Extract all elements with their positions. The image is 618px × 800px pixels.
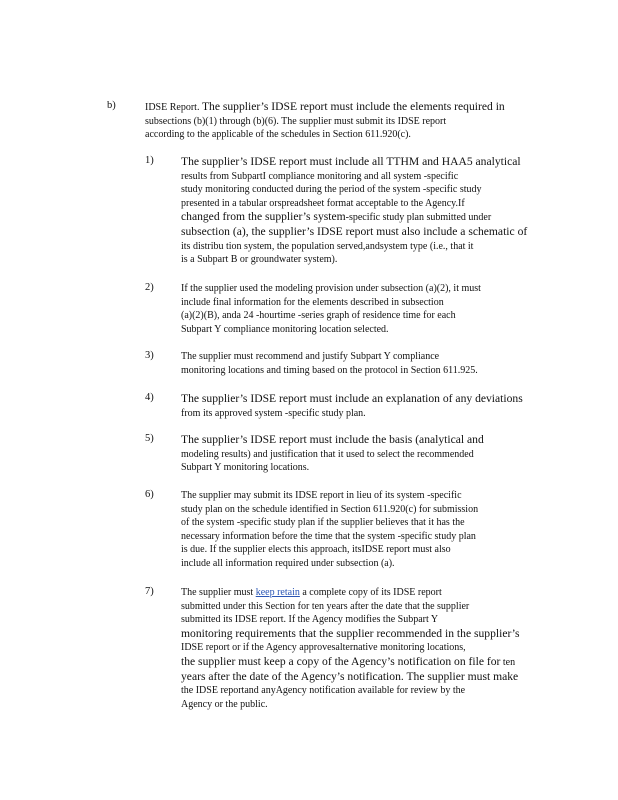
- text-segment: subsection (a), the supplier’s IDSE report must also include a schematic of: [181, 224, 528, 238]
- text-segment: ten: [500, 656, 516, 668]
- text-segment: IDSE report or if the Agency approvesalternative monitoring locations,: [181, 642, 466, 654]
- text-segment: The supplier must recommend and justify Subpart Y compliance: [181, 351, 440, 362]
- text-line: [181, 684, 520, 698]
- section-marker: b): [107, 100, 116, 111]
- item-marker: 2): [145, 282, 154, 293]
- text-line: [145, 128, 505, 142]
- text-segment: If the supplier used the modeling provision under subsection (a)(2), it must: [181, 283, 481, 294]
- text-line: [181, 282, 481, 296]
- text-segment: from its approved system -specific study plan.: [181, 407, 366, 419]
- text-line: [145, 115, 505, 129]
- text-segment: is a Subpart B or groundwater system).: [181, 254, 338, 266]
- text-line: [181, 613, 520, 627]
- text-line: [181, 448, 484, 462]
- item-6-text: [181, 489, 478, 571]
- text-line: [181, 698, 520, 712]
- text-line: [181, 183, 527, 197]
- text-segment: according to the applicable of the schedules in Section 611.920(c).: [145, 129, 411, 141]
- text-line: [181, 407, 523, 421]
- text-segment: subsections (b)(1) through (b)(6). The supplier must submit its IDSE report: [145, 115, 447, 127]
- text-line: [181, 516, 478, 530]
- item-marker: 1): [145, 155, 154, 166]
- item-marker: 5): [145, 433, 154, 444]
- text-segment: its distribu tion system, the population served,andsystem type (i.e., that it: [181, 240, 474, 252]
- text-segment: of the system -specific study plan if the supplier believes that it has the: [181, 517, 465, 529]
- text-line: [181, 197, 527, 211]
- item-marker: 4): [145, 392, 154, 403]
- item-7-text: [181, 586, 520, 711]
- text-line: [181, 530, 478, 544]
- text-line: [181, 461, 484, 475]
- text-segment: submitted under this Section for ten years after the date that the supplier: [181, 600, 470, 612]
- section-text: [145, 100, 505, 142]
- item-marker: 7): [145, 586, 154, 597]
- text-line: [181, 392, 523, 407]
- text-line: [181, 309, 481, 323]
- text-line: [181, 489, 478, 503]
- text-segment: the supplier must keep a copy of the Agency’s notification on file for: [181, 654, 501, 668]
- text-line: [181, 670, 520, 685]
- text-segment: the IDSE reportand anyAgency notification available for review by the: [181, 685, 466, 697]
- text-line: [181, 170, 527, 184]
- text-segment: -specific study plan submitted under: [345, 212, 492, 224]
- text-segment: The supplier’s IDSE report must include the elements required in: [201, 100, 505, 113]
- text-line: [181, 586, 520, 600]
- text-line: [181, 253, 527, 267]
- text-segment: include all information required under subsection (a).: [181, 557, 395, 569]
- item-marker: 6): [145, 489, 154, 500]
- text-line: [181, 155, 527, 170]
- item-5-text: [181, 433, 484, 475]
- text-segment: modeling results) and justification that it used to select the recommended: [181, 448, 474, 460]
- text-segment: changed from the supplier’s system: [181, 210, 346, 224]
- inline-link[interactable]: keep retain: [255, 587, 300, 598]
- text-segment: The supplier may submit its IDSE report in lieu of its system -specific: [181, 490, 462, 501]
- text-segment: monitoring requirements that the supplier recommended in the supplier’s: [181, 626, 520, 640]
- item-1-text: [181, 155, 527, 267]
- text-segment: study monitoring conducted during the period of the system -specific study: [181, 184, 482, 196]
- text-segment: results from SubpartI compliance monitoring and all system -specific: [181, 170, 459, 182]
- item-2-text: [181, 282, 481, 336]
- text-segment: submitted its IDSE report. If the Agency modifies the Subpart Y: [181, 614, 439, 626]
- text-segment: Subpart Y monitoring locations.: [181, 462, 310, 474]
- text-line: [181, 503, 478, 517]
- text-line: [181, 433, 484, 448]
- item-marker: 3): [145, 350, 154, 361]
- text-line: [181, 600, 520, 614]
- text-line: [181, 296, 481, 310]
- text-line: [181, 210, 527, 225]
- text-line: [181, 641, 520, 655]
- text-line: [181, 323, 481, 337]
- text-segment: presented in a tabular orspreadsheet format acceptable to the Agency.If: [181, 197, 465, 209]
- text-line: [181, 655, 520, 670]
- text-line: [145, 100, 505, 115]
- text-line: [181, 225, 527, 240]
- text-segment: Agency or the public.: [181, 698, 268, 710]
- text-segment: monitoring locations and timing based on the protocol in Section 611.925.: [181, 364, 478, 376]
- item-4-text: [181, 392, 523, 420]
- text-segment: The supplier’s IDSE report must include an explanation of any deviations: [181, 392, 523, 405]
- text-line: [181, 364, 478, 378]
- text-segment: years after the date of the Agency’s notification. The supplier must make: [181, 669, 519, 683]
- text-segment: study plan on the schedule identified in Section 611.920(c) for submission: [181, 503, 479, 515]
- text-segment: include final information for the elements described in subsection: [181, 296, 444, 308]
- text-line: [181, 557, 478, 571]
- text-segment: (a)(2)(B), anda 24 -hourtime -series graph of residence time for each: [181, 310, 456, 322]
- text-segment: is due. If the supplier elects this approach, itsIDSE report must also: [181, 544, 451, 556]
- text-line: [181, 350, 478, 364]
- text-segment: The supplier must: [181, 587, 256, 598]
- text-segment: The supplier’s IDSE report must include the basis (analytical and: [181, 433, 484, 446]
- text-segment: IDSE Report.: [145, 102, 202, 113]
- text-line: [181, 543, 478, 557]
- text-line: [181, 240, 527, 254]
- text-segment: necessary information before the time that the system -specific study plan: [181, 530, 476, 542]
- text-segment: The supplier’s IDSE report must include all TTHM and HAA5 analytical: [181, 155, 521, 168]
- text-segment: Subpart Y compliance monitoring location selected.: [181, 323, 389, 335]
- text-segment: a complete copy of its IDSE report: [299, 587, 442, 598]
- text-line: [181, 627, 520, 642]
- item-3-text: [181, 350, 478, 377]
